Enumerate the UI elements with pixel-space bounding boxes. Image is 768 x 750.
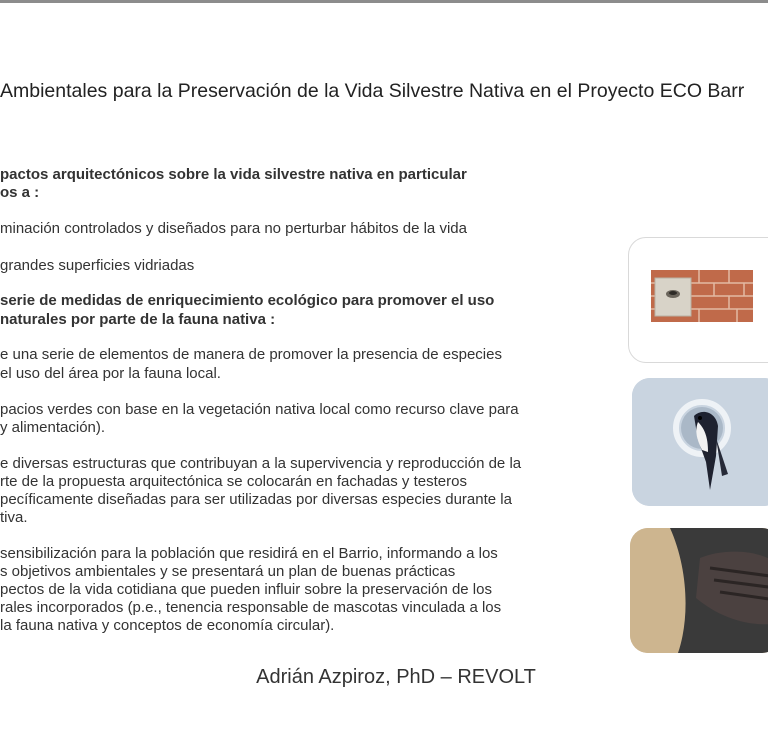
- text-line: rte de la propuesta arquitectónica se colocarán en fachadas y testeros: [0, 473, 467, 490]
- nest-box-in-brick-wall-photo: [628, 237, 768, 363]
- text-line: tiva.: [0, 509, 28, 526]
- text-line: el uso del área por la fauna local.: [0, 365, 221, 382]
- text-line: s objetivos ambientales y se presentará un plan de buenas prácticas: [0, 563, 456, 580]
- text-line: pacios verdes con base en la vegetación nativa local como recurso clave para: [0, 401, 519, 418]
- text-line: rales incorporados (p.e., tenencia responsable de mascotas vinculada a los: [0, 599, 502, 616]
- text-line: e una serie de elementos de manera de promover la presencia de especies: [0, 346, 502, 363]
- swallow-at-wall-nest-photo: [632, 378, 768, 506]
- text-line: serie de medidas de enriquecimiento ecológico para promover el uso: [0, 292, 495, 309]
- bird-in-stone-cavity-photo: [630, 528, 768, 653]
- text-line: grandes superficies vidriadas: [0, 257, 195, 274]
- cavity-bird-image: [630, 528, 768, 653]
- text-line: la fauna nativa y conceptos de economía circular).: [0, 617, 335, 634]
- text-line: naturales por parte de la fauna nativa :: [0, 311, 276, 328]
- swallow-image: [632, 378, 768, 506]
- text-line: e diversas estructuras que contribuyan a la supervivencia y reproducción de la: [0, 455, 522, 472]
- text-line: os a :: [0, 184, 40, 201]
- text-line: sensibilización para la población que residirá en el Barrio, informando a los: [0, 545, 498, 562]
- brick-wall-image: [629, 238, 768, 362]
- text-line: pactos arquitectónicos sobre la vida silvestre nativa en particular: [0, 166, 467, 183]
- text-line: pectos de la vida cotidiana que pueden influir sobre la preservación de los: [0, 581, 492, 598]
- text-line: minación controlados y diseñados para no perturbar hábitos de la vida: [0, 220, 467, 237]
- slide-title: Ambientales para la Preservación de la Vida Silvestre Nativa en el Proyecto ECO Barr: [0, 80, 745, 102]
- text-line: y alimentación).: [0, 419, 106, 436]
- text-line: pecíficamente diseñadas para ser utilizadas por diversas especies durante la: [0, 491, 512, 508]
- author-credit: Adrián Azpiroz, PhD – REVOLT: [256, 666, 536, 688]
